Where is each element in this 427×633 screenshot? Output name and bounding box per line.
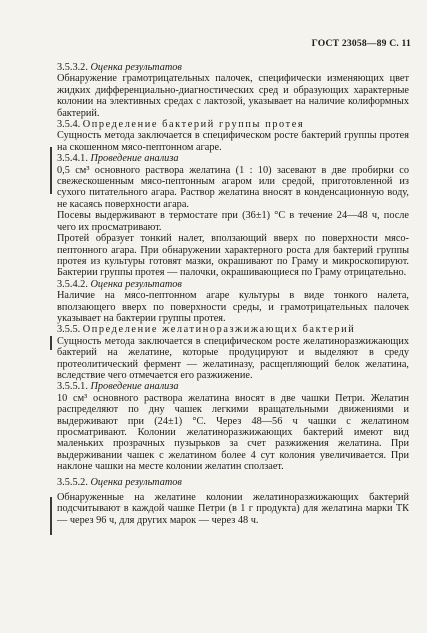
section-title: Оценка результатов (90, 476, 182, 488)
paragraph: Сущность метода заключается в специфическом росте желатиноразжижающих бактерий на желатине, которые продуцируют и выделяют в среду протеолитический фермент — желатиназу, расщепляющий белок желатина, вследствие чего отмечается его разжижение. (57, 335, 409, 381)
document-body (57, 62, 409, 526)
section-title: Проведение анализа (90, 153, 179, 165)
paragraph: Наличие на мясо-пептонном агаре культуры в виде тонкого налета, вползающего вверх по поверхности среды, и грамотрицательных палочек указывает на бактерии группы протея. (57, 290, 409, 324)
section-heading-3-5-4-1 (57, 153, 409, 164)
paragraph: 0,5 см³ основного раствора желатина (1 : 10) засевают в две пробирки со свежескошенным мясо-пептонным агаром или средой, приготовленной из сухого питательного агара. Раствор желатина вносят в конденсационную воду, не касаясь поверхности агара. (57, 164, 409, 210)
page-header: ГОСТ 23058—89 С. 11 (311, 38, 411, 49)
section-title: Определение желатиноразжижающих бактерий (82, 324, 356, 336)
section-number: 3.5.5.2. (57, 476, 88, 488)
section-heading-3-5-4-2 (57, 279, 409, 290)
section-title: Оценка результатов (90, 278, 182, 290)
paragraph: Протей образует тонкий налет, вползающий вверх по поверхности мясо-пептонного агара. При обнаружении характерного роста для бактерий группы протея из культуры готовят мазки, окрашивают по Граму и микроскопируют. Бактерии группы протея — палочки, окрашивающиеся по Граму отрицательно. (57, 233, 409, 279)
section-number: 3.5.5. (57, 324, 81, 336)
paragraph: Сущность метода заключается в специфическом росте бактерий группы протея на скошенном мясо-пептонном агаре. (57, 130, 409, 153)
section-heading-3-5-4 (57, 119, 409, 130)
section-heading-3-5-5-2 (57, 477, 409, 488)
paragraph: Обнаруженные на желатине колонии желатиноразжижающих бактерий подсчитывают в каждой чашке Петри (в 1 г продукта) для желатина марки ТК — через 96 ч, для других марок — через 48 ч. (57, 492, 409, 526)
section-number: 3.5.4.2. (57, 278, 88, 290)
section-number: 3.5.5.1. (57, 381, 88, 393)
margin-change-bar (50, 336, 52, 350)
section-number: 3.5.4. (57, 119, 81, 131)
section-title: Оценка результатов (90, 62, 182, 73)
paragraph: Обнаружение грамотрицательных палочек, специфически изменяющих цвет жидких дифференциально-диагностических сред и образующих характерные колонии на элективных средах с лактозой, указывает на наличие колиформных бактерий. (57, 73, 409, 119)
section-heading-3-5-5 (57, 324, 409, 335)
section-heading-3-5-3-2 (57, 62, 409, 73)
margin-change-bar (50, 497, 52, 535)
section-number: 3.5.3.2. (57, 62, 88, 73)
section-heading-3-5-5-1 (57, 381, 409, 392)
section-title: Определение бактерий группы протея (82, 119, 305, 131)
section-title: Проведение анализа (90, 381, 179, 393)
paragraph: 10 см³ основного раствора желатина вносят в две чашки Петри. Желатин распределяют по дну чашек легкими вращательными движениями и выдерживают при (24±1) °С. Через 48—56 ч чашки с желатином просматривают. Колонии желатиноразжижающих бактерий имеют вид маленьких прозрачных пузырьков за счет разжижения желатина. При выдерживании чашек с желатином более 4 сут колония увеличивается. При наклоне чашки на месте колонии желатин сползает. (57, 392, 409, 473)
section-number: 3.5.4.1. (57, 153, 88, 165)
margin-change-bar (50, 147, 52, 194)
paragraph: Посевы выдерживают в термостате при (36±1) °С в течение 24—48 ч, после чего их просматривают. (57, 210, 409, 233)
